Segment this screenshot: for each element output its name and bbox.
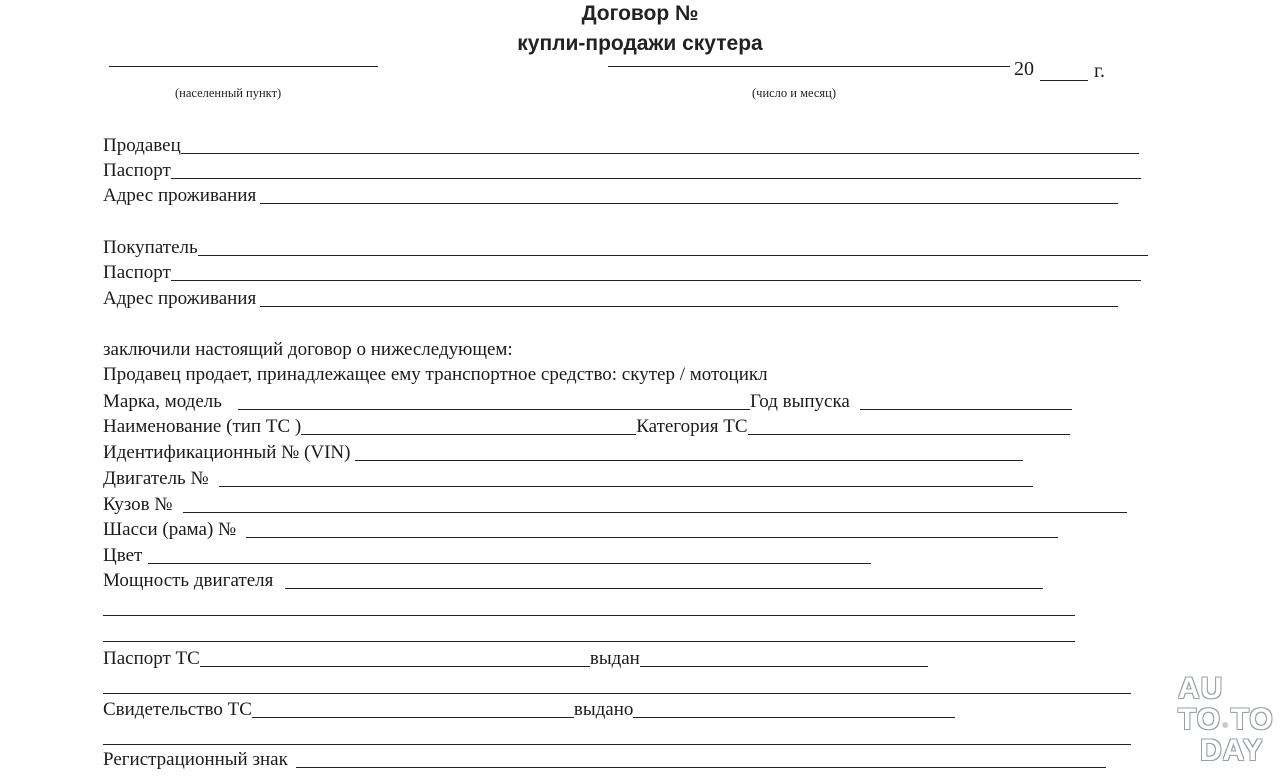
buyer-address-row bbox=[103, 287, 1118, 311]
plate-row bbox=[103, 748, 1106, 772]
seller-label: Продавец bbox=[103, 135, 181, 156]
passport-extra-line[interactable] bbox=[103, 693, 1131, 694]
seller-row bbox=[103, 134, 1139, 158]
chassis-row bbox=[103, 518, 1058, 542]
seller-address-label: Адрес проживания bbox=[103, 185, 257, 206]
seller-passport-field[interactable] bbox=[171, 178, 1141, 179]
certificate-extra-line[interactable] bbox=[103, 744, 1131, 745]
chassis-label: Шасси (рама) № bbox=[103, 519, 237, 540]
seller-passport-label: Паспорт bbox=[103, 160, 171, 181]
vehicle-name-field[interactable] bbox=[301, 434, 636, 435]
certificate-label: Свидетельство ТС bbox=[103, 699, 252, 720]
vehicle-name-label: Наименование (тип ТС ) bbox=[103, 416, 302, 437]
document-subtitle: купли-продажи скутера bbox=[517, 32, 763, 55]
color-row bbox=[103, 544, 871, 568]
place-field[interactable] bbox=[109, 66, 378, 67]
buyer-label: Покупатель bbox=[103, 237, 198, 258]
brand-model-field[interactable] bbox=[238, 409, 750, 410]
seller-address-row bbox=[103, 184, 1118, 208]
watermark-line2 bbox=[1178, 703, 1274, 737]
buyer-passport-label: Паспорт bbox=[103, 262, 171, 283]
vehicle-passport-row bbox=[103, 647, 928, 671]
engine-field[interactable] bbox=[219, 486, 1033, 487]
year-field[interactable] bbox=[1040, 80, 1088, 81]
watermark-to-a: TO bbox=[1178, 703, 1222, 736]
year-of-manufacture-field[interactable] bbox=[860, 409, 1072, 410]
passport-issued-label: выдан bbox=[589, 648, 640, 669]
watermark-line3: DAY bbox=[1200, 734, 1264, 767]
document-title: Договор № bbox=[581, 2, 699, 25]
plate-field[interactable] bbox=[296, 767, 1106, 768]
certificate-field[interactable] bbox=[252, 717, 574, 718]
power-label: Мощность двигателя bbox=[103, 570, 274, 591]
agreement-intro: заключили настоящий договор о нижеследующем: bbox=[103, 339, 513, 360]
category-label: Категория ТС bbox=[636, 416, 748, 437]
certificate-row bbox=[103, 698, 955, 722]
date-caption: (число и месяц) bbox=[752, 86, 837, 100]
brand-model-label: Марка, модель bbox=[103, 391, 222, 412]
buyer-field[interactable] bbox=[198, 255, 1148, 256]
engine-row bbox=[103, 467, 1033, 491]
year-prefix: 20 bbox=[1014, 58, 1034, 80]
buyer-passport-row bbox=[103, 261, 1141, 285]
color-field[interactable] bbox=[148, 563, 871, 564]
seller-field[interactable] bbox=[181, 153, 1139, 154]
category-field[interactable] bbox=[748, 434, 1070, 435]
certificate-issued-field[interactable] bbox=[633, 717, 955, 718]
extra-line-2[interactable] bbox=[103, 641, 1075, 642]
vehicle-passport-label: Паспорт ТС bbox=[103, 648, 200, 669]
date-field[interactable] bbox=[608, 66, 1010, 67]
brand-model-row bbox=[103, 390, 1072, 414]
vin-field[interactable] bbox=[355, 460, 1023, 461]
engine-label: Двигатель № bbox=[103, 468, 209, 489]
buyer-address-label: Адрес проживания bbox=[103, 288, 257, 309]
vin-label: Идентификационный № (VIN) bbox=[103, 442, 351, 463]
place-caption: (населенный пункт) bbox=[175, 86, 282, 100]
body-number-field[interactable] bbox=[183, 512, 1127, 513]
year-suffix: г. bbox=[1094, 60, 1105, 82]
year-label: Год выпуска bbox=[749, 391, 850, 412]
vehicle-name-row bbox=[103, 415, 1070, 439]
vin-row bbox=[103, 441, 1023, 465]
buyer-row bbox=[103, 236, 1148, 260]
extra-line-1[interactable] bbox=[103, 615, 1075, 616]
buyer-passport-field[interactable] bbox=[171, 280, 1141, 281]
watermark-to-b: TO bbox=[1230, 703, 1274, 736]
passport-issued-field[interactable] bbox=[640, 666, 928, 667]
certificate-issued-label: выдано bbox=[573, 699, 634, 720]
sale-statement: Продавец продает, принадлежащее ему транспортное средство: скутер / мотоцикл bbox=[103, 364, 768, 385]
watermark-dot-icon: ● bbox=[1221, 716, 1231, 732]
body-number-row bbox=[103, 493, 1127, 517]
plate-label: Регистрационный знак bbox=[103, 749, 288, 770]
watermark-line1: AU bbox=[1178, 672, 1224, 705]
seller-passport-row bbox=[103, 159, 1141, 183]
chassis-field[interactable] bbox=[246, 537, 1058, 538]
power-field[interactable] bbox=[285, 588, 1043, 589]
body-number-label: Кузов № bbox=[103, 494, 173, 515]
power-row bbox=[103, 569, 1043, 593]
seller-address-field[interactable] bbox=[260, 203, 1118, 204]
color-label: Цвет bbox=[103, 545, 143, 566]
vehicle-passport-field[interactable] bbox=[200, 666, 590, 667]
buyer-address-field[interactable] bbox=[260, 306, 1118, 307]
